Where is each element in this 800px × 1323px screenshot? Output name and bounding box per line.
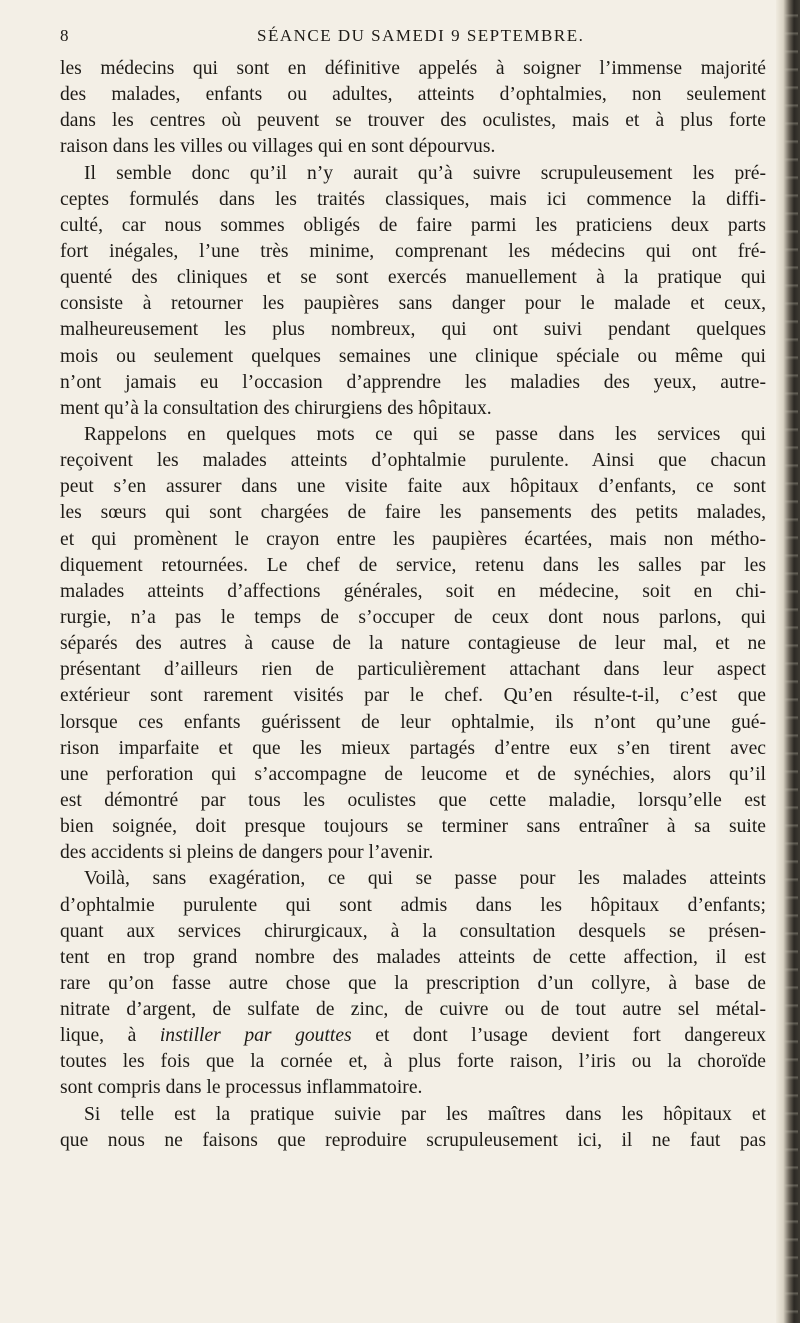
text-line: quenté des cliniques et se sont exercés manuellement à la pratique qui — [60, 267, 766, 289]
text-line: les médecins qui sont en définitive appelés à soigner l’immense majorité — [60, 58, 766, 79]
text-line: une perforation qui s’accompagne de leucome et de synéchies, alors qu’il — [60, 763, 766, 785]
text-line: culté, car nous sommes obligés de faire parmi les praticiens deux parts — [60, 214, 766, 236]
text-line: reçoivent les malades atteints d’ophtalmie purulente. Ainsi que chacun — [60, 450, 766, 472]
text-line: toutes les fois que la cornée et, à plus forte raison, l’iris ou la choroïde — [60, 1051, 766, 1073]
text-line: Voilà, sans exagération, ce qui se passe pour les malades atteints — [84, 868, 766, 890]
text-segment: lique, à — [60, 1025, 160, 1047]
page-edge-texture — [784, 0, 798, 1323]
text-line: ment qu’à la consultation des chirurgiens des hôpitaux. — [60, 397, 492, 419]
text-line: rare qu’on fasse autre chose que la prescription d’un collyre, à base de — [60, 972, 766, 994]
text-line: rurgie, n’a pas le temps de s’occuper de ceux dont nous parlons, qui — [60, 606, 766, 628]
text-line: et qui promènent le crayon entre les paupières écartées, mais non métho- — [60, 528, 766, 550]
text-line: malheureusement les plus nombreux, qui ont suivi pendant quelques — [60, 319, 766, 341]
body-text — [60, 56, 766, 1154]
text-line: dans les centres où peuvent se trouver des oculistes, mais et à plus forte — [60, 110, 766, 132]
running-head-title: SÉANCE DU SAMEDI 9 SEPTEMBRE. — [257, 26, 585, 45]
text-line: nitrate d’argent, de sulfate de zinc, de cuivre ou de tout autre sel métal- — [60, 999, 766, 1021]
text-line: Il semble donc qu’il n’y aurait qu’à suivre scrupuleusement les pré- — [84, 162, 766, 184]
text-line: lorsque ces enfants guérissent de leur ophtalmie, ils n’ont qu’une gué- — [60, 711, 766, 733]
text-line: raison dans les villes ou villages qui en sont dépourvus. — [60, 136, 496, 158]
text-segment: et dont l’usage devient fort dangereux — [351, 1025, 766, 1047]
text-line: d’ophtalmie purulente qui sont admis dans les hôpitaux d’enfants; — [60, 894, 766, 916]
text-line: tent en trop grand nombre des malades atteints de cette affection, il est — [60, 946, 766, 968]
running-head — [60, 26, 750, 56]
text-line: Rappelons en quelques mots ce qui se passe dans les services qui — [84, 423, 766, 445]
text-line: malades atteints d’affections générales, soit en médecine, soit en chi- — [60, 580, 766, 602]
page-number: 8 — [60, 26, 70, 45]
text-line: consiste à retourner les paupières sans danger pour le malade et ceux, — [60, 293, 766, 315]
text-line: bien soignée, doit presque toujours se terminer sans entraîner à sa suite — [60, 816, 766, 838]
text-line: extérieur sont rarement visités par le chef. Qu’en résulte-t-il, c’est que — [60, 685, 766, 707]
text-line: les sœurs qui sont chargées de faire les pansements des petits malades, — [60, 502, 766, 524]
text-line: rison imparfaite et que les mieux partagés d’entre eux s’en tirent avec — [60, 737, 766, 759]
italic-phrase: instiller par gouttes — [159, 1025, 352, 1047]
text-line: mois ou seulement quelques semaines une clinique spéciale ou même qui — [60, 345, 766, 367]
text-line: présentant d’ailleurs rien de particulièrement attachant dans leur aspect — [60, 659, 766, 681]
text-line: diquement retournées. Le chef de service, retenu dans les salles par les — [60, 554, 766, 576]
text-line: Si telle est la pratique suivie par les maîtres dans les hôpitaux et — [84, 1103, 766, 1125]
text-line-mixed — [60, 1023, 766, 1049]
text-line: des malades, enfants ou adultes, atteints d’ophtalmies, non seulement — [60, 84, 766, 106]
text-line: n’ont jamais eu l’occasion d’apprendre les maladies des yeux, autre- — [60, 371, 766, 393]
text-line: quant aux services chirurgicaux, à la consultation desquels se présen- — [60, 920, 766, 942]
text-line: fort inégales, l’une très minime, comprenant les médecins qui ont fré- — [60, 240, 766, 262]
text-line: peut s’en assurer dans une visite faite aux hôpitaux d’enfants, ce sont — [60, 476, 766, 498]
text-line: séparés des autres à cause de la nature contagieuse de leur mal, et ne — [60, 633, 766, 655]
text-line: est démontré par tous les oculistes que cette maladie, lorsqu’elle est — [60, 789, 766, 811]
text-line: des accidents si pleins de dangers pour l’avenir. — [60, 842, 434, 864]
text-line: que nous ne faisons que reproduire scrupuleusement ici, il ne faut pas — [60, 1129, 766, 1151]
text-line: sont compris dans le processus inflammatoire. — [60, 1077, 423, 1099]
text-line: ceptes formulés dans les traités classiques, mais ici commence la diffi- — [60, 188, 766, 210]
